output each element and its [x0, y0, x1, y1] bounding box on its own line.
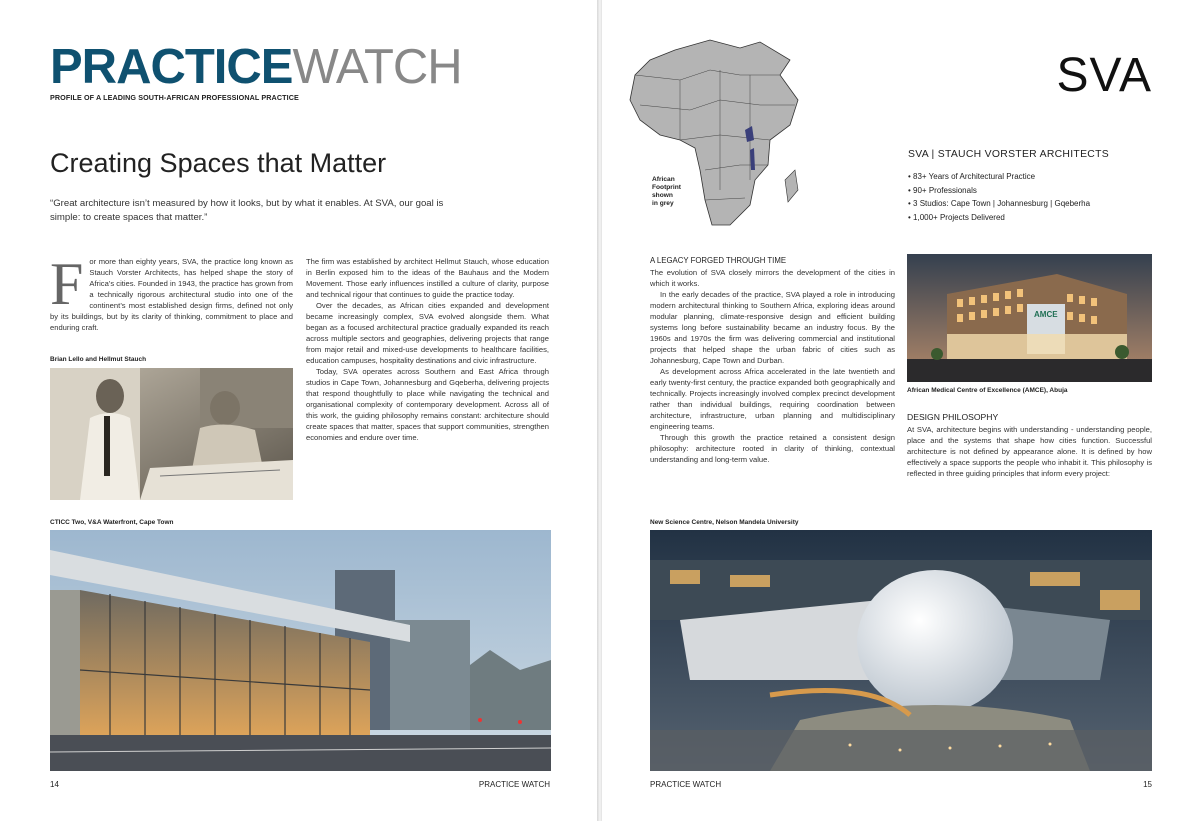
masthead-bold: PRACTICE — [50, 40, 293, 94]
left-page — [0, 0, 598, 821]
photo-caption-amce: African Medical Centre of Excellence (AMCE), Abuja — [907, 387, 1068, 394]
footer-title-right: PRACTICE WATCH — [650, 780, 722, 789]
page-number-left: 14 — [50, 780, 59, 789]
intro-paragraph: or more than eighty years, SVA, the practice long known as Stauch Vorster Architects, has helped shape the story of Africa’s cities. Founded in 1943, the practice has grown from a technically rigorous architectural studio into one of the continent’s most established design firms, defined not only by its buildings, but by its clarity of thinking, commitment to place and enduring craft. — [50, 257, 293, 332]
fact-list — [908, 170, 1109, 224]
map-label-line-3: shown — [652, 192, 673, 199]
founders-photo — [50, 368, 293, 500]
legacy-para-4: Through this growth the practice retained a consistent design philosophy: architecture rooted in clarity of thinking, contextual understanding and long-term value. — [650, 433, 895, 464]
design-heading: DESIGN PHILOSOPHY — [907, 412, 999, 422]
legacy-para-3: As development across Africa accelerated in the late twentieth and early twenty-first century, the practice expanded both geographically and technically. Projects increasingly involved complex precinct development rather than individual buildings, requiring coordination between architecture, infrastructure, urban planning and multidisciplinary engineering teams. — [650, 367, 895, 431]
drop-cap: F — [50, 251, 84, 317]
legacy-heading: A LEGACY FORGED THROUGH TIME — [650, 256, 787, 265]
cticc-photo — [50, 530, 551, 771]
science-centre-photo — [650, 530, 1152, 771]
column-1 — [50, 251, 293, 333]
pull-quote: “Great architecture isn’t measured by how it looks, but by what it enables. At SVA, our goal is simple: to create spaces that matter.” — [50, 198, 444, 223]
map-label-line-1: African — [652, 176, 675, 183]
map-label-line-4: in grey — [652, 200, 674, 207]
fact-item: • 90+ Professionals — [908, 184, 1109, 198]
right-page — [602, 0, 1200, 821]
sva-logo: SVA — [1056, 49, 1152, 102]
photo-caption-cticc: CTICC Two, V&A Waterfront, Cape Town — [50, 519, 174, 526]
amce-sign-text: AMCE — [1034, 310, 1058, 319]
fact-box — [908, 149, 1109, 224]
column-2 — [306, 256, 549, 443]
article-headline: Creating Spaces that Matter — [50, 148, 387, 178]
masthead — [50, 42, 462, 92]
masthead-subtitle: PROFILE OF A LEADING SOUTH-AFRICAN PROFESSIONAL PRACTICE — [50, 93, 299, 102]
footer-title-left: PRACTICE WATCH — [478, 780, 550, 789]
design-para: At SVA, architecture begins with understanding - understanding people, place and the systems that shape how cities function. Successful architecture is not defined by appearance alone. It is defined by how effectively a space supports the people who inhabit it. This philosophy is reflected in three guiding principles that inform every project: — [907, 425, 1152, 478]
fact-item: • 83+ Years of Architectural Practice — [908, 170, 1109, 184]
column-2-para-1: The firm was established by architect Hellmut Stauch, whose education in Berlin exposed him to the ideas of the Bauhaus and the Modern Movement. Those early influences instilled a culture of clarity, purpose and technical rigour that continues to guide the practice today. — [306, 257, 549, 299]
amce-photo — [907, 254, 1152, 382]
map-label — [652, 176, 681, 208]
design-column — [907, 424, 1152, 479]
map-label-line-2: Footprint — [652, 184, 681, 191]
page-number-right: 15 — [1143, 780, 1152, 789]
photo-caption-founders: Brian Lello and Hellmut Stauch — [50, 356, 147, 363]
photo-caption-science-centre: New Science Centre, Nelson Mandela University — [650, 519, 799, 526]
fact-box-title: SVA | STAUCH VORSTER ARCHITECTS — [908, 149, 1109, 160]
fact-item: • 3 Studios: Cape Town | Johannesburg | Gqeberha — [908, 197, 1109, 211]
fact-item: • 1,000+ Projects Delivered — [908, 211, 1109, 225]
legacy-para-2: In the early decades of the practice, SVA played a role in introducing modern architectural thinking to Southern Africa, exploring ideas around modular planning, climate-responsive design and efficient building systems long before sustainability became an industry focus. By the 1960s and 1970s the firm was delivering commercial and institutional projects that helped shape the urban fabric of cities such as Johannesburg, Cape Town and Durban. — [650, 290, 895, 365]
column-2-para-2: Over the decades, as African cities expanded and development became increasingly complex, SVA evolved alongside them. What began as a focused architectural practice gradually expanded its reach across multiple sectors and geographies, delivering projects that range from major retail and mixed-use developments to healthcare facilities, education campuses, hospitality destinations and civic infrastructure. — [306, 301, 549, 365]
legacy-para-1: The evolution of SVA closely mirrors the development of the cities in which it works. — [650, 268, 895, 288]
africa-map — [620, 30, 810, 230]
masthead-light: WATCH — [292, 40, 462, 94]
legacy-column — [650, 267, 895, 465]
column-2-para-3: Today, SVA operates across Southern and East Africa through studios in Cape Town, Johannesburg and Gqeberha, delivering projects that respond thoughtfully to place while navigating the technical and organisational complexity of contemporary development. Across all of this work, the guiding philosophy remains constant: architecture should create spaces that matter, spaces that support communities, strengthen economies and endure over time. — [306, 367, 549, 442]
